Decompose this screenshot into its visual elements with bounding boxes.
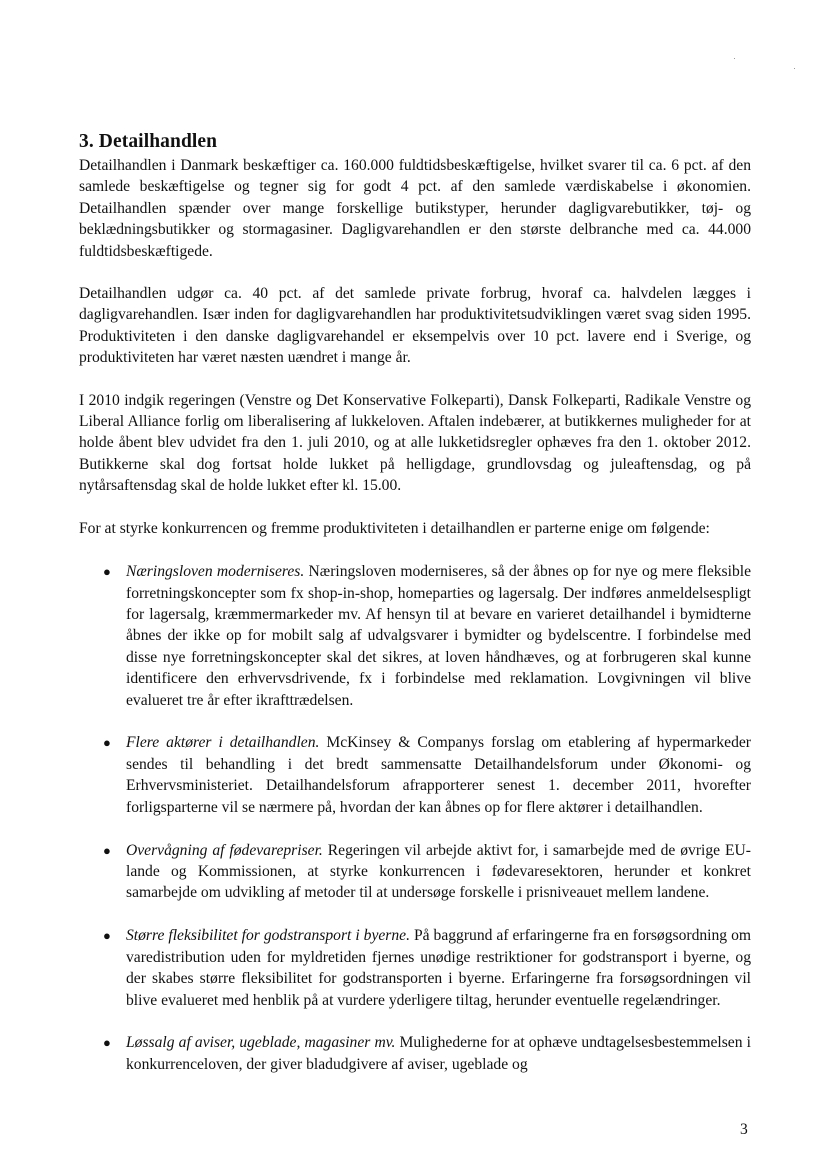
- bullet-dot-icon: ●: [103, 928, 111, 944]
- bullet-dot-icon: ●: [103, 1035, 111, 1051]
- agreement-bullet-list: [79, 561, 751, 1075]
- bullet-item: [79, 732, 751, 818]
- bullet-item: [79, 561, 751, 711]
- bullet-lead: Større fleksibilitet for godstransport i byerne.: [126, 927, 410, 945]
- scan-speck: [734, 58, 735, 59]
- scan-speck: [794, 68, 795, 69]
- bullet-lead: Flere aktører i detailhandlen.: [126, 734, 320, 752]
- paragraph-4: For at styrke konkurrencen og fremme produktiviteten i detailhandlen er parterne enige om følgende:: [79, 519, 710, 537]
- bullet-lead: Løssalg af aviser, ugeblade, magasiner mv.: [126, 1034, 396, 1052]
- bullet-text: Mulighederne for at ophæve undtagelsesbestemmelsen i konkurrenceloven, der giver bladudgivere af aviser, ugeblade og: [126, 1034, 751, 1073]
- bullet-lead: Overvågning af fødevarepriser.: [126, 841, 323, 859]
- page-number: 3: [740, 1121, 748, 1138]
- paragraph-1: Detailhandlen i Danmark beskæftiger ca. 160.000 fuldtidsbeskæftigelse, hvilket svarer til ca. 6 pct. af den samlede beskæftigelse og tegner sig for godt 4 pct. af den samlede værdiskabelse i økonomien. Detailhandlen spænder over mange forskellige butikstyper, herunder dagligvarebutikker, tøj- og beklædningsbutikker og stormagasiner. Dagligvarehandlen er den største delbranche med ca. 44.000 fuldtidsbeskæftigede.: [79, 157, 751, 260]
- bullet-dot-icon: ●: [103, 735, 111, 751]
- bullet-dot-icon: ●: [103, 564, 111, 580]
- bullet-text: Regeringen vil arbejde aktivt for, i samarbejde med de øvrige EU-lande og Kommissionen, at styrke konkurrencen i fødevaresektoren, herunder et konkret samarbejde om udvikling af metoder til at undersøge forskelle i prisniveauet mellem landene.: [126, 841, 751, 902]
- paragraph-2: Detailhandlen udgør ca. 40 pct. af det samlede private forbrug, hvoraf ca. halvdelen lægges i dagligvarehandlen. Især inden for dagligvarehandlen har produktivitetsudviklingen været svag siden 1995. Produktiviteten i den danske dagligvarehandel er eksempelvis over 10 pct. lavere end i Sverige, og produktiviteten har været næsten uændret i mange år.: [79, 285, 751, 367]
- bullet-item: [79, 840, 751, 904]
- bullet-item: [79, 925, 751, 1011]
- section-title: 3. Detailhandlen: [79, 131, 218, 152]
- paragraph-3: I 2010 indgik regeringen (Venstre og Det Konservative Folkeparti), Dansk Folkeparti, Radikale Venstre og Liberal Alliance forlig om liberalisering af lukkeloven. Aftalen indebærer, at butikkernes muligheder for at holde åbent blev udvidet fra den 1. juli 2010, og at alle lukketidsregler ophæves fra den 1. oktober 2012. Butikkerne skal dog fortsat holde lukket på helligdage, grundlovsdag og juleaftensdag, og på nytårsaftensdag skal de holde lukket efter kl. 15.00.: [79, 391, 751, 495]
- bullet-text: På baggrund af erfaringerne fra en forsøgsordning om varedistribution uden for myldretiden fjernes unødige restriktioner for godstransport i byerne, og der skabes større fleksibilitet for godstransporten i byerne. Erfaringerne fra forsøgsordningen vil blive evalueret med henblik på at vurdere yderligere tiltag, herunder eventuelle regelændringer.: [126, 927, 751, 1009]
- bullet-lead: Næringsloven moderniseres.: [126, 563, 305, 581]
- bullet-text: Næringsloven moderniseres, så der åbnes op for nye og mere fleksible forretningskoncepter som fx shop-in-shop, homeparties og lagersalg. Der indføres anmeldelsespligt for lagersalg, kræmmermarkeder mv. Af hensyn til at bevare en varieret detailhandel i bymidterne åbnes der ikke op for mobilt salg af udvalgsvarer i bymidter og bydelscentre. I forbindelse med disse nye forretningskoncepter skal det sikres, at loven håndhæves, og at forbrugeren skal kunne identificere den erhvervsdrivende, fx i forbindelse med reklamation. Lovgivningen vil blive evalueret tre år efter ikrafttrædelsen.: [126, 563, 751, 709]
- bullet-dot-icon: ●: [103, 842, 111, 858]
- bullet-text: McKinsey & Companys forslag om etablering af hypermarkeder sendes til behandling i det bredt sammensatte Detailhandelsforum under Økonomi- og Erhvervsministeriet. Detailhandelsforum afrapporterer senest 1. december 2011, hvorefter forligsparterne vil se nærmere på, hvordan der kan åbnes op for flere aktører i detailhandlen.: [126, 734, 751, 816]
- section-content: [79, 130, 751, 1097]
- bullet-item: [79, 1032, 751, 1075]
